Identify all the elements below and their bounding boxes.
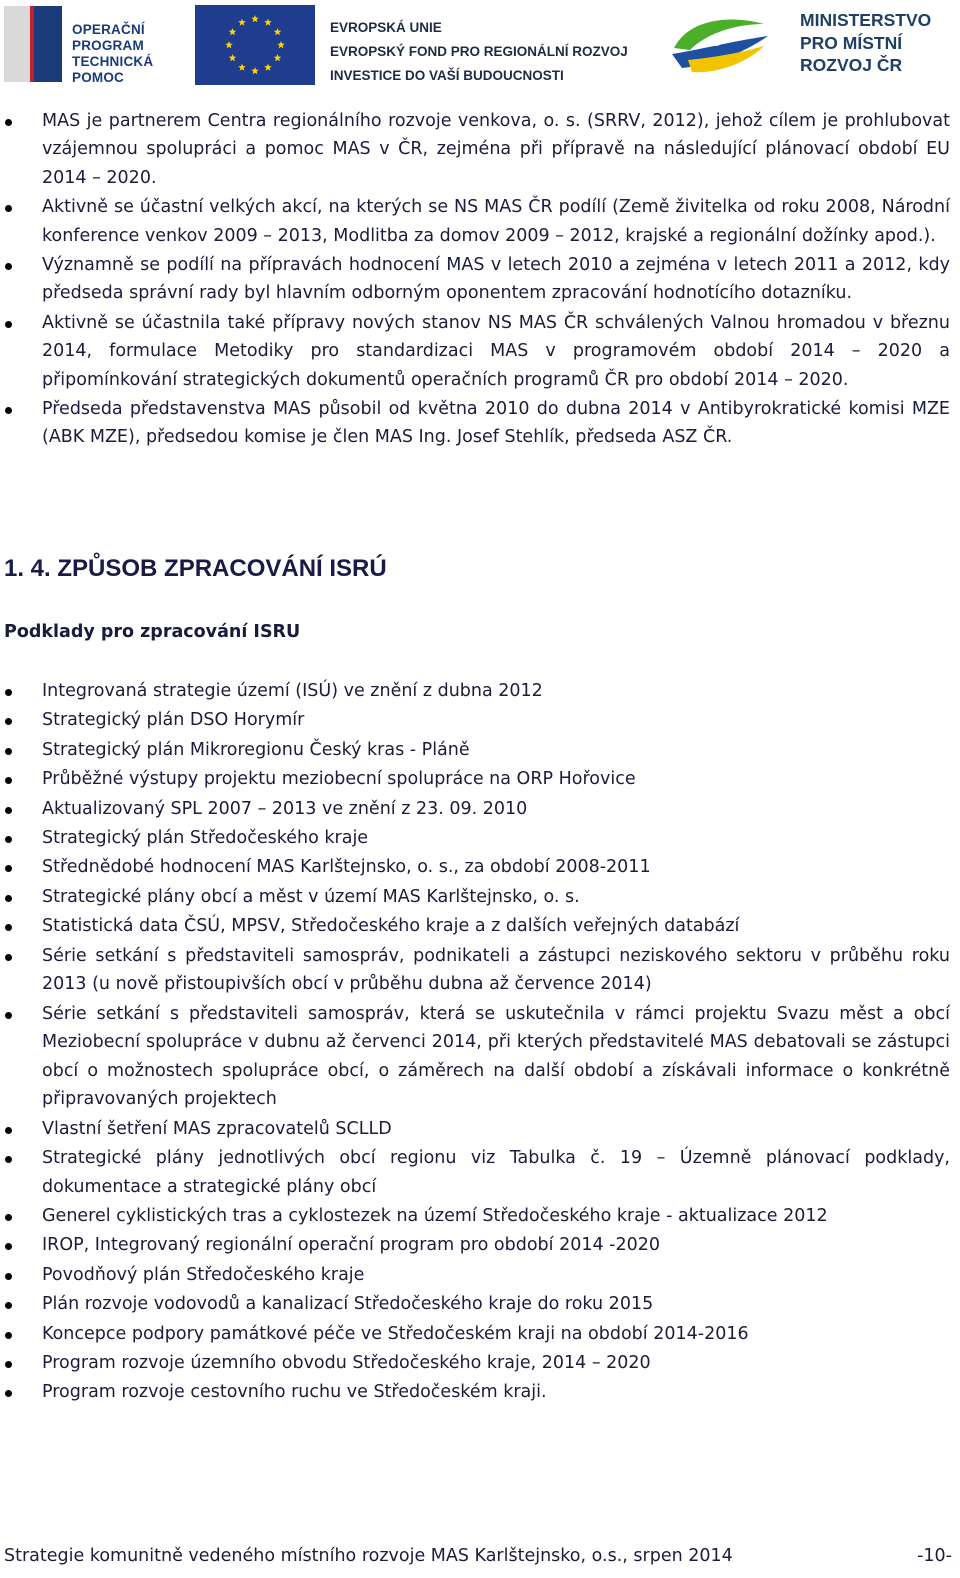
list-item-text: Vlastní šetření MAS zpracovatelů SCLLD bbox=[42, 1118, 392, 1139]
section-subheading: Podklady pro zpracování ISRU bbox=[4, 622, 301, 642]
list-item bbox=[0, 107, 950, 192]
list-item-text: Průběžné výstupy projektu meziobecní spolupráce na ORP Hořovice bbox=[42, 769, 636, 790]
list-item bbox=[0, 942, 950, 999]
list-item-text: Koncepce podpory památkové péče ve Středočeském kraji na období 2014-2016 bbox=[42, 1323, 749, 1344]
list-item-text: Strategický plán Středočeského kraje bbox=[42, 827, 369, 848]
list-item bbox=[0, 1115, 950, 1144]
bullet-icon bbox=[5, 924, 12, 931]
list-item-text: IROP, Integrovaný regionální operační program pro období 2014 -2020 bbox=[42, 1235, 661, 1256]
bullet-icon bbox=[5, 1302, 12, 1309]
op-line-1: OPERAČNÍ bbox=[72, 22, 145, 37]
list-item-text: Aktualizovaný SPL 2007 – 2013 ve znění z 23. 09. 2010 bbox=[42, 798, 528, 819]
list-item-text: Integrovaná strategie území (ISÚ) ve znění z dubna 2012 bbox=[42, 681, 543, 701]
list-item-text: Generel cyklistických tras a cyklostezek na území Středočeského kraje - aktualizace 2012 bbox=[42, 1206, 828, 1227]
list-item bbox=[0, 912, 950, 941]
bullet-icon bbox=[5, 263, 12, 270]
list-item bbox=[0, 1144, 950, 1201]
bullet-icon bbox=[5, 718, 12, 725]
section-heading: 1. 4. ZPŮSOB ZPRACOVÁNÍ ISRÚ bbox=[4, 555, 387, 582]
op-line-3: TECHNICKÁ bbox=[72, 54, 154, 69]
list-item-text: Strategické plány jednotlivých obcí regionu viz Tabulka č. 19 – Územně plánovací podklady, dokumentace a strategické plány obcí bbox=[42, 1148, 950, 1197]
list-item-text: Statistická data ČSÚ, MPSV, Středočeského kraje a z dalších veřejných databází bbox=[42, 916, 740, 937]
footer-text: Strategie komunitně vedeného místního rozvoje MAS Karlštejnsko, o.s., srpen 2014 bbox=[4, 1546, 733, 1566]
list-item bbox=[0, 1320, 950, 1349]
bullet-icon bbox=[5, 895, 12, 902]
bullet-icon bbox=[5, 807, 12, 814]
list-item-text: Plán rozvoje vodovodů a kanalizací Středočeského kraje do roku 2015 bbox=[42, 1294, 654, 1315]
mmr-line-3: ROZVOJ ČR bbox=[800, 55, 903, 75]
bullet-icon bbox=[5, 865, 12, 872]
bullet-icon bbox=[5, 1214, 12, 1221]
list-item bbox=[0, 309, 950, 394]
list-item-text: Aktivně se účastní velkých akcí, na kterých se NS MAS ČR podílí (Země živitelka od roku 2008, Národní konference venkov 2009 – 2013, Modlitba za domov 2009 – 2012, krajské a regionální dožínky apod.). bbox=[42, 197, 950, 246]
list-item bbox=[0, 1378, 950, 1407]
list-item-text: Aktivně se účastnila také přípravy nových stanov NS MAS ČR schválených Valnou hromadou v březnu 2014, formulace Metodiky pro standardizaci MAS v programovém období 2014 – 2020 a připomínkování strategických dokumentů operačních programů ČR pro období 2014 – 2020. bbox=[42, 312, 950, 390]
list-item bbox=[0, 1000, 950, 1114]
list-item bbox=[0, 1349, 950, 1378]
bullet-icon bbox=[5, 1361, 12, 1368]
bullet-icon bbox=[5, 1127, 12, 1134]
list-item bbox=[0, 395, 950, 452]
list-item-text: Povodňový plán Středočeského kraje bbox=[42, 1264, 365, 1285]
list-item-text: Strategický plán Mikroregionu Český kras - Pláně bbox=[42, 739, 470, 760]
list-item bbox=[0, 251, 950, 308]
list-item-text: Série setkání s představiteli samospráv, která se uskutečnila v rámci projektu Svazu měst a obcí Meziobecní spolupráce v dubnu až červenci 2014, při kterých představitelé MAS debatovali se zástupci obcí o možnostech spolupráce obcí, o záměrech na další období a získávali informace o konkrétně připravovaných projektech bbox=[42, 1003, 950, 1110]
mmr-logo-text bbox=[800, 9, 931, 77]
list-item bbox=[0, 853, 950, 882]
bullet-icon bbox=[5, 777, 12, 784]
bullet-icon bbox=[5, 689, 12, 696]
bullet-icon bbox=[5, 1332, 12, 1339]
page-footer bbox=[0, 1540, 952, 1572]
list-item-text: Program rozvoje územního obvodu Středočeského kraje, 2014 – 2020 bbox=[42, 1353, 651, 1373]
bullet-icon bbox=[5, 1156, 12, 1163]
bullet-icon bbox=[5, 1243, 12, 1250]
mmr-logo-icon bbox=[668, 10, 772, 78]
list-item-text: Předseda představenstva MAS působil od května 2010 do dubna 2014 v Antibyrokratické komisi MZE (ABK MZE), předsedou komise je člen MAS Ing. Josef Stehlík, předseda ASZ ČR. bbox=[42, 399, 950, 448]
eu-flag-icon bbox=[195, 5, 315, 85]
list-item bbox=[0, 736, 950, 765]
page-number: -10- bbox=[917, 1546, 952, 1566]
list-item-text: Strategické plány obcí a měst v území MAS Karlštejnsko, o. s. bbox=[42, 886, 580, 907]
op-tp-logo-text bbox=[72, 22, 153, 86]
mmr-line-1: MINISTERSTVO bbox=[800, 10, 932, 30]
intro-bullet-list bbox=[0, 107, 950, 452]
list-item bbox=[0, 1290, 950, 1319]
eu-line-2: EVROPSKÝ FOND PRO REGIONÁLNÍ ROZVOJ bbox=[330, 44, 628, 59]
eu-line-1: EVROPSKÁ UNIE bbox=[330, 20, 442, 35]
bullet-icon bbox=[5, 748, 12, 755]
list-item bbox=[0, 1202, 950, 1231]
list-item bbox=[0, 1231, 950, 1260]
list-item bbox=[0, 824, 950, 853]
bullet-icon bbox=[5, 836, 12, 843]
sources-list bbox=[0, 677, 950, 1408]
list-item-text: Série setkání s představiteli samospráv, podnikateli a zástupci neziskového sektoru v průběhu roku 2013 (u nově přistoupivších obcí v průběhu dubna až července 2014) bbox=[42, 945, 950, 995]
list-item-text: Program rozvoje cestovního ruchu ve Středočeském kraji. bbox=[42, 1382, 547, 1403]
bullet-icon bbox=[5, 205, 12, 212]
op-line-4: POMOC bbox=[72, 70, 125, 85]
bullet-icon bbox=[5, 1273, 12, 1280]
list-item bbox=[0, 193, 950, 250]
op-line-2: PROGRAM bbox=[72, 38, 144, 53]
eu-logo-text bbox=[330, 16, 628, 88]
list-item bbox=[0, 883, 950, 912]
list-item bbox=[0, 795, 950, 824]
mmr-line-2: PRO MÍSTNÍ bbox=[800, 32, 903, 53]
list-item bbox=[0, 677, 950, 706]
list-item bbox=[0, 765, 950, 794]
bullet-icon bbox=[5, 119, 12, 126]
bullet-icon bbox=[5, 1390, 12, 1397]
list-item bbox=[0, 1261, 950, 1290]
bullet-icon bbox=[5, 321, 12, 328]
bullet-icon bbox=[5, 1012, 12, 1019]
bullet-icon bbox=[5, 407, 12, 414]
page-header bbox=[0, 0, 960, 92]
bullet-icon bbox=[5, 954, 12, 961]
list-item bbox=[0, 706, 950, 735]
op-tp-logo-icon bbox=[4, 4, 62, 84]
list-item-text: Střednědobé hodnocení MAS Karlštejnsko, o. s., za období 2008-2011 bbox=[42, 857, 651, 878]
list-item-text: Významně se podílí na přípravách hodnocení MAS v letech 2010 a zejména v letech 2011 a 2012, kdy předseda správní rady byl hlavním odborným oponentem zpracování hodnotícího dotazníku. bbox=[42, 255, 950, 304]
eu-line-3: INVESTICE DO VAŠÍ BUDOUCNOSTI bbox=[330, 68, 564, 83]
list-item-text: MAS je partnerem Centra regionálního rozvoje venkova, o. s. (SRRV, 2012), jehož cílem je prohlubovat vzájemnou spolupráci a pomoc MAS v ČR, zejména při přípravě na následující plánovací období EU 2014 – 2020. bbox=[42, 111, 950, 188]
list-item-text: Strategický plán DSO Horymír bbox=[42, 710, 305, 731]
